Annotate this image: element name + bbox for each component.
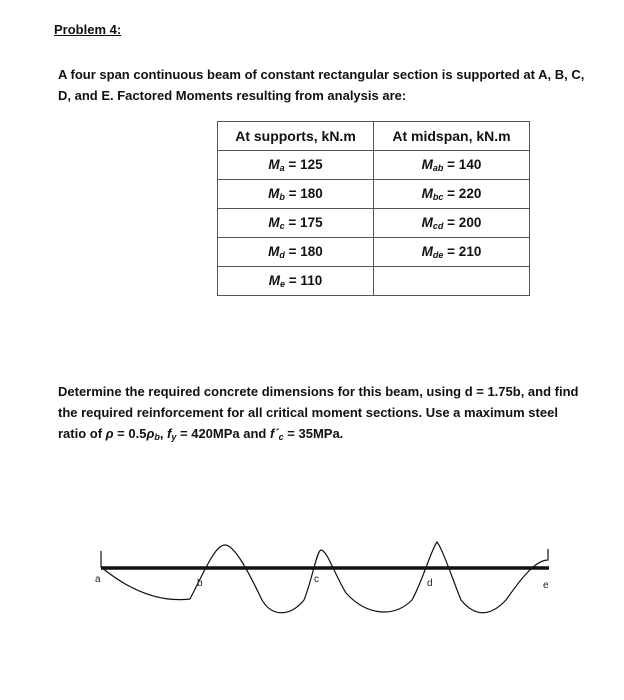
moments-table (217, 121, 530, 296)
task-line-1: Determine the required concrete dimensions for this beam, using d = 1.75b, and find (58, 384, 579, 399)
support-label-d: d (427, 578, 433, 589)
problem-intro: A four span continuous beam of constant rectangular section is supported at A, B, C, D, and E. Factored Moments resulting from analysis are: (58, 67, 585, 103)
support-label-b: b (197, 578, 203, 589)
task-statement (58, 381, 588, 448)
moment-midspan-bc: $M_{bc} = 220$ (374, 180, 530, 209)
support-label-a: a (95, 574, 101, 585)
problem-heading: Problem 4: (54, 22, 122, 37)
moment-midspan-de: $M_{de} = 210$ (374, 238, 530, 267)
midspan-header: At midspan, kN.m (374, 122, 530, 151)
supports-header: At supports, kN.m (218, 122, 374, 151)
moment-diagram (0, 520, 624, 620)
table-row (218, 267, 530, 296)
moment-midspan-cd: $M_{cd} = 200$ (374, 209, 530, 238)
moment-support-c: $M_c = 175$ (218, 209, 374, 238)
moment-support-d: $M_d = 180$ (218, 238, 374, 267)
table-row (218, 180, 530, 209)
support-label-e: e (543, 580, 549, 591)
table-row (218, 238, 530, 267)
moment-support-e: $M_e = 110$ (218, 267, 374, 296)
empty-cell (374, 267, 530, 296)
table-row (218, 151, 530, 180)
task-line-3: ratio of $\rho = 0.5\rho_b$, $f_y = 420MPa$ and $f´_c = 35MPa$. (58, 426, 344, 442)
moment-support-b: $M_b = 180$ (218, 180, 374, 209)
moment-curve (101, 542, 548, 613)
task-line-2: the required reinforcement for all critical moment sections. Use a maximum steel (58, 405, 558, 420)
moment-midspan-ab: $M_{ab} = 140$ (374, 151, 530, 180)
table-row (218, 209, 530, 238)
support-label-c: c (314, 574, 319, 585)
table-header-row (218, 122, 530, 151)
moment-support-a: $M_a = 125$ (218, 151, 374, 180)
